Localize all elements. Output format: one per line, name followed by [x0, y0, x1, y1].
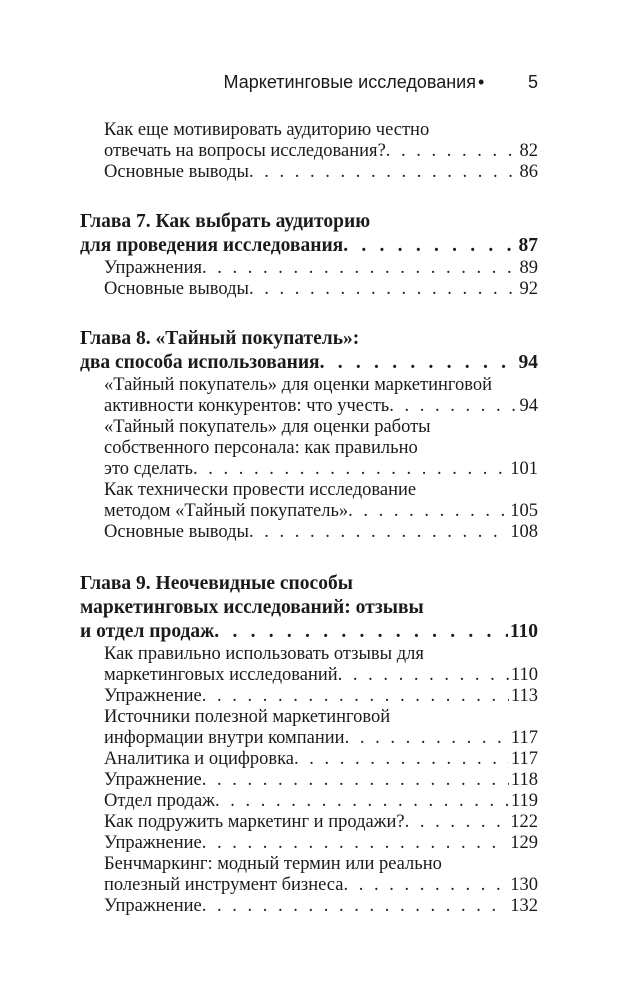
toc-page-number: 86 [519, 162, 538, 182]
chapter-7-heading [80, 210, 538, 258]
dot-leader [348, 501, 508, 522]
toc-page-number: 105 [510, 501, 538, 521]
toc-page-number: 130 [510, 875, 538, 895]
dot-leader [338, 665, 509, 686]
toc-page-number: 119 [510, 791, 538, 811]
toc-page-number: 117 [510, 728, 538, 748]
toc-entry [80, 162, 538, 183]
toc-entry [80, 854, 538, 896]
toc-entry-text: Основные выводы [104, 522, 249, 542]
toc-entry-text: «Тайный покупатель» для оценки работы [104, 417, 431, 437]
dot-leader [202, 770, 509, 791]
toc-page-number: 117 [510, 749, 538, 769]
chapter-page-number: 87 [518, 235, 538, 256]
toc-entry-text: Упражнение [104, 896, 202, 916]
dot-leader [202, 686, 509, 707]
toc-page-number: 118 [510, 770, 538, 790]
toc-entry [80, 686, 538, 707]
toc-entry-text: Как правильно использовать отзывы для [104, 644, 424, 664]
toc-entry-text: Упражнение [104, 686, 202, 706]
dot-leader [249, 279, 518, 300]
toc-entry-text: это сделать [104, 459, 193, 479]
toc-page-number: 110 [510, 665, 538, 685]
toc-entry [80, 120, 538, 162]
header-bullet: • [478, 72, 485, 92]
toc-entry-text: Упражнения [104, 258, 203, 278]
toc-entry-text: отвечать на вопросы исследования? [104, 141, 386, 161]
toc-entry-text: Отдел продаж [104, 791, 215, 811]
dot-leader [202, 258, 517, 279]
dot-leader [343, 875, 508, 896]
dot-leader [202, 896, 509, 917]
toc-page-number: 92 [519, 279, 538, 299]
toc-entry-text: Как подружить маркетинг и продажи? [104, 812, 405, 832]
toc-entry [80, 375, 538, 417]
dot-leader [215, 791, 509, 812]
toc-entry [80, 480, 538, 522]
dot-leader [320, 351, 517, 375]
toc-entry [80, 279, 538, 300]
toc-entry-text: Источники полезной маркетинговой [104, 707, 391, 727]
toc-page-number: 113 [510, 686, 538, 706]
running-title: Маркетинговые исследования [223, 72, 476, 92]
chapter-page-number: 94 [518, 352, 538, 373]
chapter-title-text: маркетинговых исследований: отзывы [80, 597, 424, 618]
chapter-8-heading [80, 327, 538, 375]
toc-entry-text: информации внутри компании [104, 728, 345, 748]
toc-entry-text: Упражнение [104, 770, 202, 790]
toc-entry-text: Как еще мотивировать аудиторию честно [104, 120, 430, 140]
toc-entry [80, 522, 538, 543]
toc-entry [80, 770, 538, 791]
toc-page-number: 94 [519, 396, 538, 416]
toc-entry-text: Основные выводы [104, 279, 249, 299]
toc-page-number: 129 [510, 833, 538, 853]
dot-leader [294, 749, 509, 770]
dot-leader [389, 396, 517, 417]
toc-page-number: 101 [510, 459, 538, 479]
toc-entry-text: Основные выводы [104, 162, 249, 182]
toc-entry [80, 707, 538, 749]
toc-entry [80, 258, 538, 279]
chapter-title-text: для проведения исследования [80, 235, 344, 256]
toc-page-number: 82 [519, 141, 538, 161]
header-page-number: 5 [528, 72, 539, 92]
dot-leader [249, 522, 508, 543]
toc-entry-text: Аналитика и оцифровка [104, 749, 295, 769]
chapter-title-text: и отдел продаж [80, 621, 215, 642]
dot-leader [214, 620, 508, 644]
chapter-title-text: Глава 8. «Тайный покупатель»: [80, 328, 360, 349]
chapter-9-heading [80, 572, 538, 644]
toc-entry [80, 417, 538, 480]
dot-leader [405, 812, 509, 833]
toc-entry [80, 896, 538, 917]
toc-entry [80, 812, 538, 833]
toc-entry-text: «Тайный покупатель» для оценки маркетинговой [104, 375, 493, 395]
chapter-title-text: Глава 7. Как выбрать аудиторию [80, 211, 371, 232]
dot-leader [386, 141, 518, 162]
toc-page-number: 122 [510, 812, 538, 832]
toc-entry-text: Бенчмаркинг: модный термин или реально [104, 854, 442, 874]
toc-entry-text: собственного персонала: как правильно [104, 438, 418, 458]
toc-entry [80, 791, 538, 812]
toc-page-number: 89 [519, 258, 538, 278]
toc-entry-text: Как технически провести исследование [104, 480, 417, 500]
chapter-title-text: два способа использования [80, 352, 320, 373]
toc-entry [80, 833, 538, 854]
toc-entry [80, 644, 538, 686]
dot-leader [249, 162, 518, 183]
toc-entry-text: маркетинговых исследований [104, 665, 338, 685]
toc-entry-text: методом «Тайный покупатель» [104, 501, 349, 521]
chapter-title-text: Глава 9. Неочевидные способы [80, 573, 353, 594]
toc-page-number: 108 [510, 522, 538, 542]
dot-leader [345, 728, 509, 749]
toc-page-number: 132 [510, 896, 538, 916]
toc-entry-text: полезный инструмент бизнеса [104, 875, 344, 895]
toc-entry [80, 749, 538, 770]
table-of-contents [80, 120, 538, 917]
chapter-page-number: 110 [509, 621, 538, 642]
toc-entry-text: активности конкурентов: что учесть [104, 396, 390, 416]
dot-leader [343, 234, 516, 258]
dot-leader [202, 833, 509, 854]
dot-leader [193, 459, 508, 480]
toc-entry-text: Упражнение [104, 833, 202, 853]
running-header [0, 72, 644, 98]
